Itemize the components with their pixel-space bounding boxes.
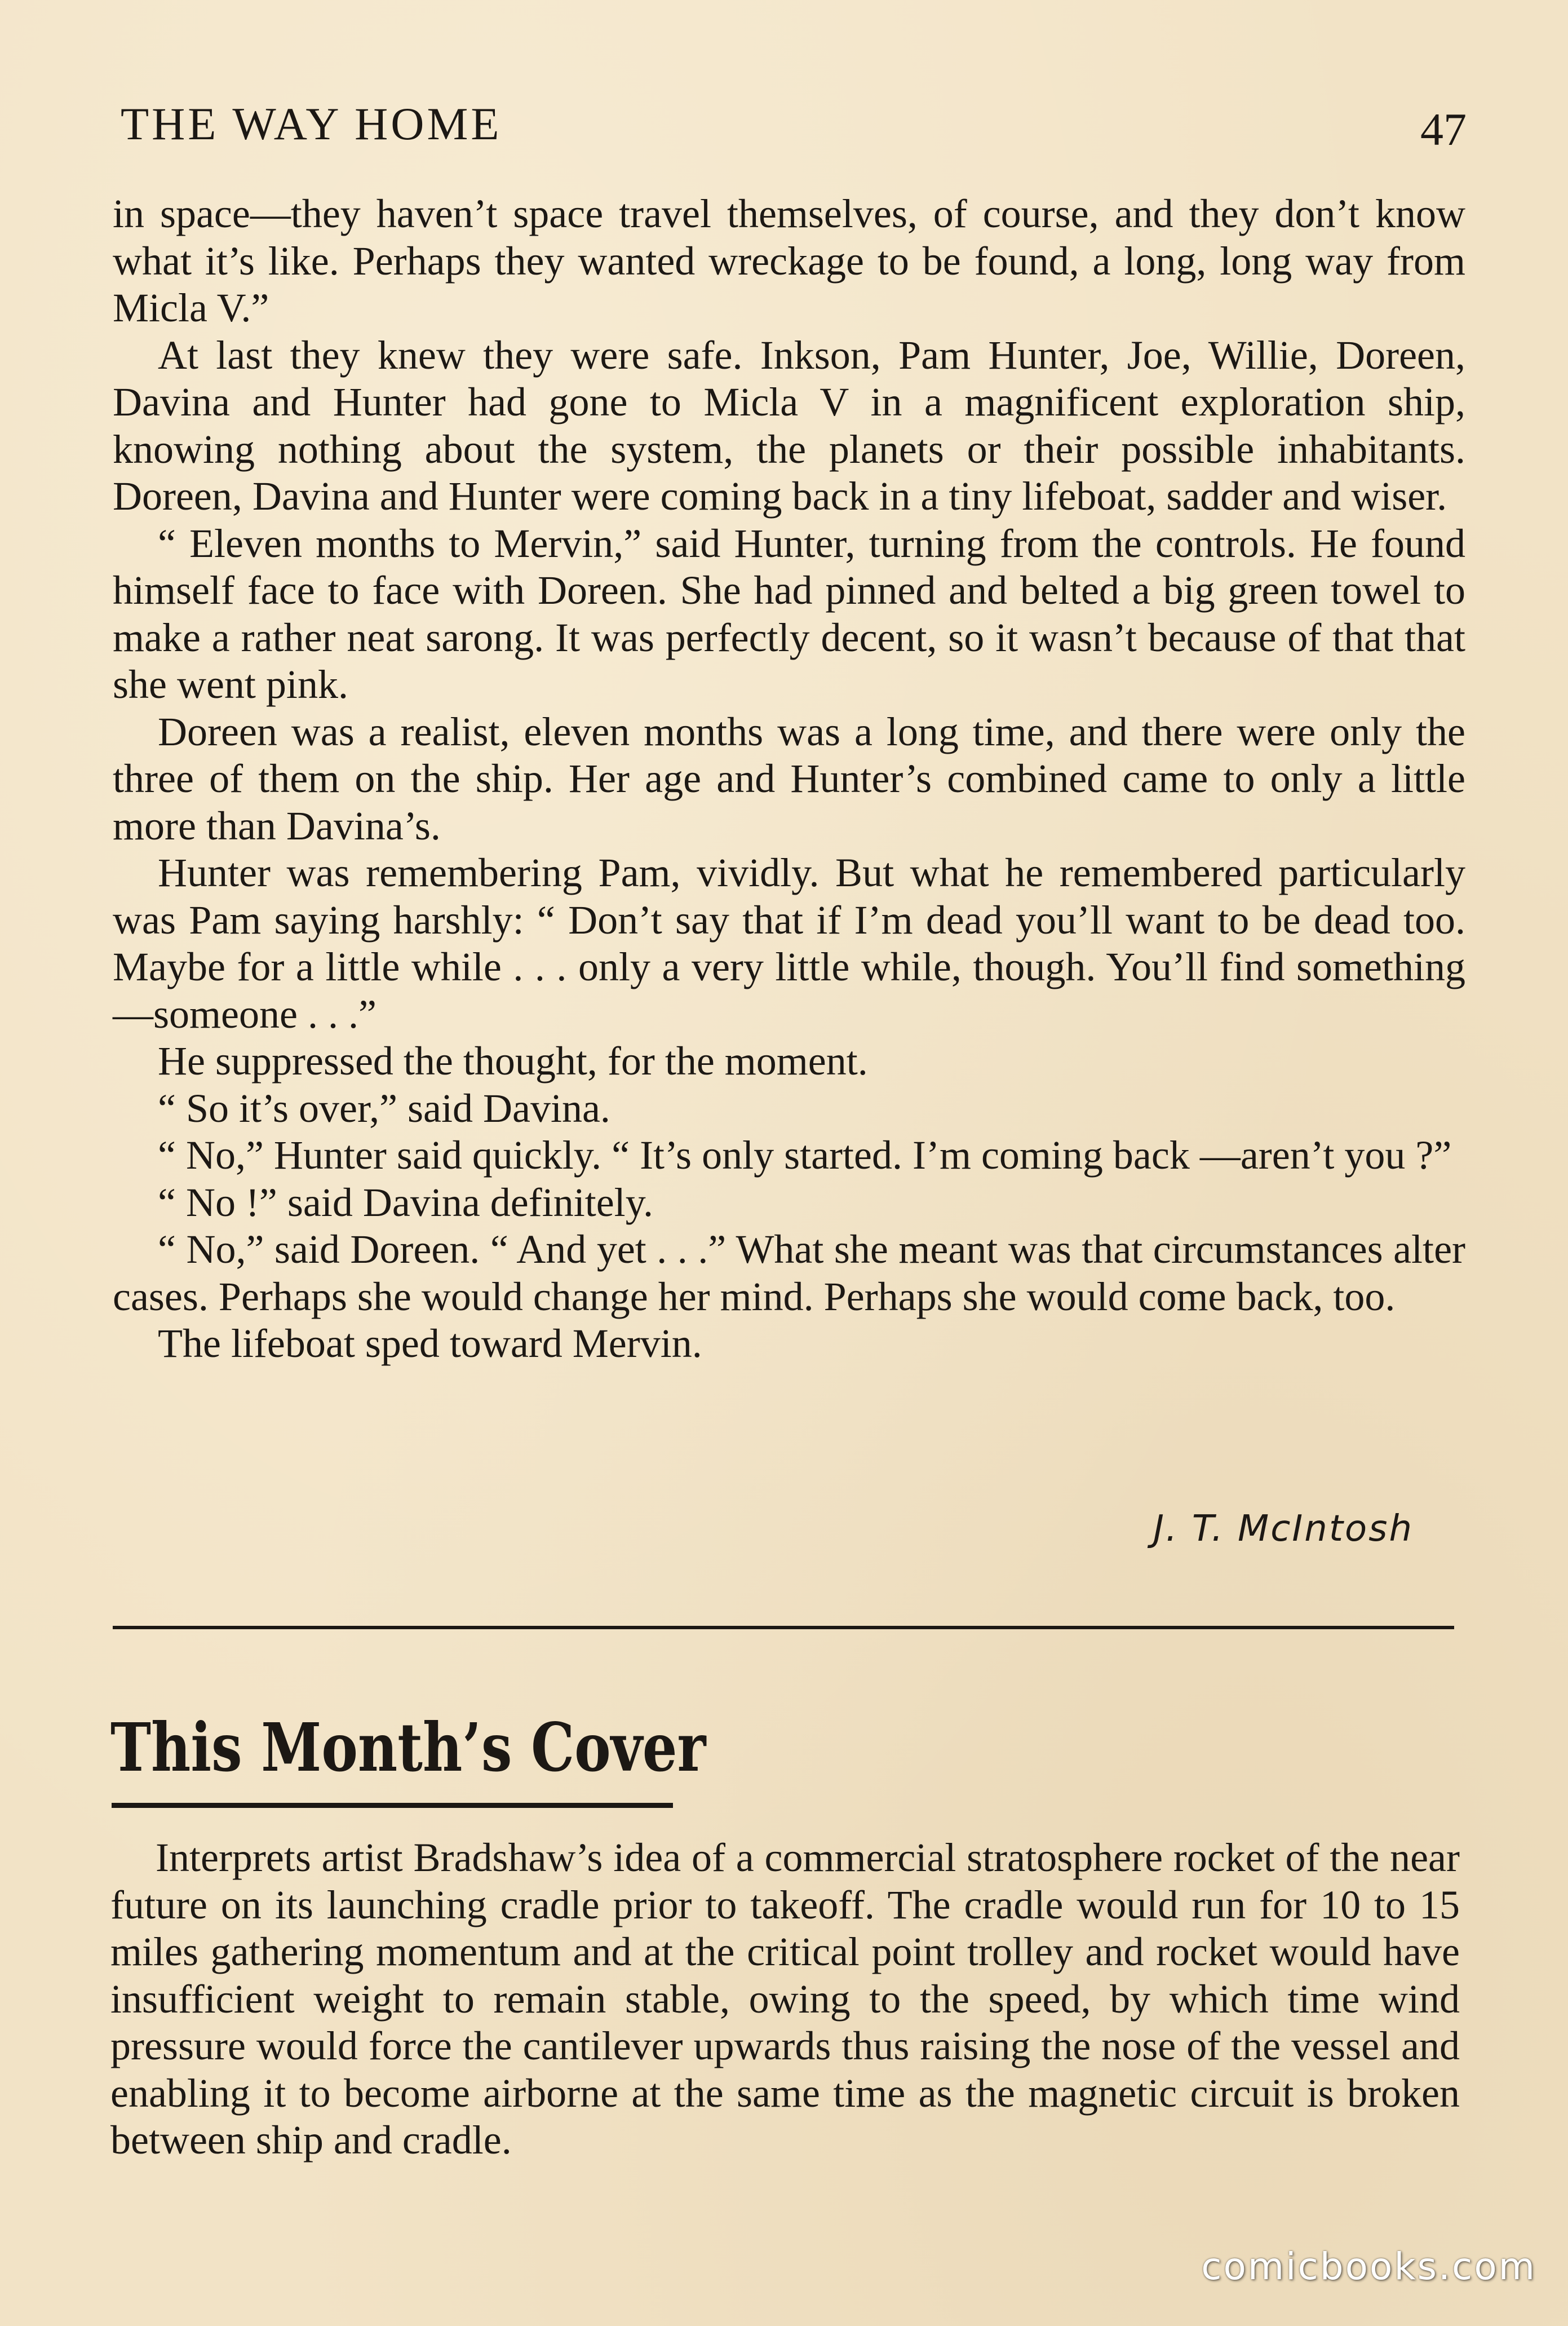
- story-paragraph: “ No,” Hunter said quickly. “ It’s only started. I’m coming back —aren’t you ?”: [158, 1133, 1452, 1178]
- story-paragraph: At last they knew they were safe. Inkson, Pam Hunter, Joe, Willie, Doreen, Davina and Hunter had gone to Micla V in a magnificent exploration ship, knowing nothing about the system, the planets or their possible inhabitants. Doreen, Davina and Hunter were coming back in a tiny lifeboat, sadder and wiser.: [113, 332, 1465, 519]
- cover-paragraph: Interprets artist Bradshaw’s idea of a commercial stratosphere rocket of the near future on its launching cradle prior to takeoff. The cradle would run for 10 to 15 miles gathering momentum and at the critical point trolley and rocket would have insufficient weight to remain stable, owing to the speed, by which time wind pressure would force the cantilever upwards thus raising the nose of the vessel and enabling it to become airborne at the same time as the magnetic circuit is broken between ship and cradle.: [110, 1835, 1460, 2163]
- story-paragraph: Hunter was remembering Pam, vividly. But what he remembered particularly was Pam saying harshly: “ Don’t say that if I’m dead you’ll want to be dead too. Maybe for a little while . . . only a very little while, though. You’ll find something—someone . . .”: [113, 850, 1465, 1037]
- author-signature: J. T. McIntosh: [1153, 1508, 1414, 1550]
- title-underline: [112, 1803, 673, 1808]
- story-paragraph: “ No,” said Doreen. “ And yet . . .” What she meant was that circumstances alter cases. Perhaps she would change her mind. Perhaps she would come back, too.: [113, 1227, 1465, 1319]
- story-paragraph: “ No !” said Davina definitely.: [158, 1179, 654, 1225]
- story-paragraph: Doreen was a realist, eleven months was a long time, and there were only the three of them on the ship. Her age and Hunter’s combined came to only a little more than Davina’s.: [113, 709, 1465, 848]
- story-paragraph: in space—they haven’t space travel themselves, of course, and they don’t know what it’s like. Perhaps they wanted wreckage to be found, a long, long way from Micla V.”: [113, 191, 1465, 330]
- cover-description: [110, 1834, 1460, 2164]
- site-watermark: comicbooks.com: [1201, 2245, 1536, 2288]
- story-paragraph: “ So it’s over,” said Davina.: [158, 1085, 610, 1131]
- story-text: [113, 191, 1465, 1368]
- story-paragraph: He suppressed the thought, for the moment.: [158, 1038, 868, 1084]
- running-title: THE WAY HOME: [121, 98, 502, 149]
- story-paragraph: “ Eleven months to Mervin,” said Hunter, turning from the controls. He found himself face to face with Doreen. She had pinned and belted a big green towel to make a rather neat sarong. It was perfectly decent, so it wasn’t because of that that she went pink.: [113, 520, 1465, 707]
- page-number: 47: [1420, 104, 1467, 155]
- section-divider: [113, 1626, 1454, 1629]
- cover-section-title: This Month’s Cover: [110, 1708, 706, 1786]
- story-paragraph: The lifeboat sped toward Mervin.: [158, 1321, 702, 1366]
